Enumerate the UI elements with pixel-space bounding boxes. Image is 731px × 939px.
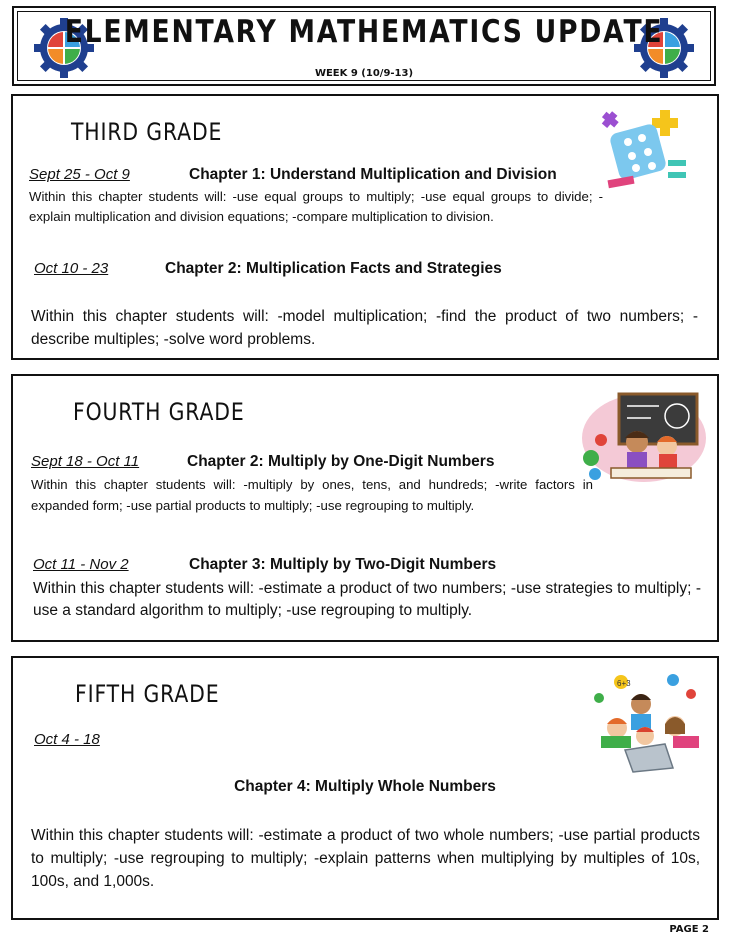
grade-title: THIRD GRADE (71, 118, 223, 146)
fourth-grade-section (11, 374, 719, 642)
newsletter-header (12, 6, 716, 86)
grade-title: FOURTH GRADE (73, 398, 245, 426)
chapter-date: Sept 18 - Oct 11 (31, 453, 140, 470)
kids-laptop-illustration (581, 668, 711, 778)
grade-title: FIFTH GRADE (75, 680, 220, 708)
kids-chalkboard-illustration (579, 388, 709, 488)
chapter-title: Chapter 4: Multiply Whole Numbers (234, 778, 496, 795)
chapter-date: Oct 10 - 23 (34, 260, 109, 277)
svg-text:6+3: 6+3 (617, 679, 631, 688)
fifth-grade-section (11, 656, 719, 920)
page-number: PAGE 2 (669, 924, 709, 935)
chapter-title: Chapter 2: Multiply by One-Digit Numbers (187, 453, 495, 470)
newsletter-title: ELEMENTARY MATHEMATICS UPDATE (64, 14, 664, 50)
chapter-title: Chapter 3: Multiply by Two-Digit Numbers (189, 556, 497, 573)
chapter-description: Within this chapter students will: -use equal groups to multiply; -use equal groups to divide; -explain multiplication and division equations; -compare multiplication to division. (29, 189, 603, 224)
chapter-description: Within this chapter students will: -model multiplication; -find the product of two numbers; -describe multiples; -solve word problems. (31, 308, 698, 348)
chapter-date: Oct 11 - Nov 2 (33, 556, 129, 573)
week-label: WEEK 9 (10/9-13) (314, 68, 414, 79)
dice-illustration (598, 108, 698, 198)
chapter-description: Within this chapter students will: -multiply by ones, tens, and hundreds; -write factors in expanded form; -use partial products to multiply; -use regrouping to multiply. (31, 477, 593, 513)
chapter-description: Within this chapter students will: -estimate a product of two whole numbers; -use partial products to multiply; -use regrouping to multiply; -explain patterns when multiplying by multiples of 10s, 100s, and 1,000s. (31, 827, 700, 890)
chapter-description: Within this chapter students will: -estimate a product of two numbers; -use strategies to multiply; -use a standard algorithm to multiply; -use regrouping to multiply. (33, 580, 701, 619)
chapter-date: Oct 4 - 18 (34, 731, 100, 748)
third-grade-section (11, 94, 719, 360)
chapter-title: Chapter 2: Multiplication Facts and Strategies (165, 260, 502, 277)
chapter-title: Chapter 1: Understand Multiplication and Division (189, 166, 557, 183)
chapter-date: Sept 25 - Oct 9 (29, 166, 130, 183)
